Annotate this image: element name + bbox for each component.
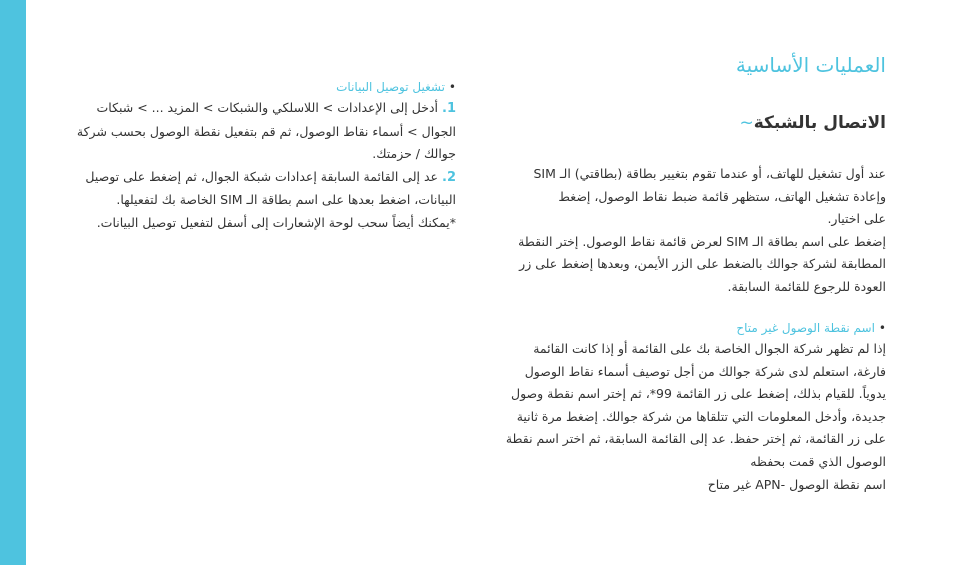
apn-line: على زر القائمة، ثم إختر حفظ. عد إلى القائمة السابقة، ثم اختر اسم نقطة <box>505 431 886 447</box>
step2-text: عد إلى القائمة السابقة إعدادات شبكة الجوال، ثم إضغط على توصيل <box>85 168 438 184</box>
side-accent-bar <box>0 0 26 565</box>
intro-line: العودة للرجوع للقائمة السابقة. <box>727 278 886 294</box>
apn-line: يدوياً. للقيام بذلك، إضغط على زر القائمة 99*، ثم إختر اسم نقطة وصول <box>510 386 886 402</box>
data-connection-section <box>66 77 456 235</box>
intro-paragraph <box>494 163 886 299</box>
apn-line: الوصول الذي قمت بحفظه <box>750 453 886 469</box>
data-heading <box>66 77 456 97</box>
section-title-label: الاتصال بالشبكة <box>753 113 886 133</box>
apn-section <box>494 318 886 496</box>
step1-number: 1. <box>442 101 456 116</box>
section-marker: ~ <box>739 113 754 133</box>
note-line: *يمكنك أيضاً سحب لوحة الإشعارات إلى أسفل لتفعيل توصيل البيانات. <box>96 214 456 230</box>
section-title <box>733 113 886 133</box>
intro-line: عند أول تشغيل للهاتف، أو عندما تقوم بتغيير بطاقة (بطاقتي) الـ SIM <box>533 166 886 181</box>
apn-line: جديدة، وأدخل المعلومات التي تتلقاها من شركة جوالك. إضغط مرة ثانية <box>516 408 886 424</box>
apn-heading <box>494 318 886 338</box>
intro-line: إضغط على اسم بطاقة الـ SIM لعرض قائمة نقاط الوصول. إختر النقطة <box>518 233 886 249</box>
bullet-dot: • <box>448 80 456 94</box>
intro-line: على اختيار. <box>827 211 886 227</box>
data-heading-label: تشغيل توصيل البيانات <box>336 80 445 94</box>
bullet-dot: • <box>878 321 886 335</box>
apn-line: اسم نقطة الوصول -APN غير متاح <box>707 476 886 492</box>
step1-text: أدخل إلى الإعدادات > اللاسلكي والشبكات > المزيد ... > شبكات <box>96 100 438 115</box>
step2-number: 2. <box>442 169 456 185</box>
step1-line: الجوال > أسماء نقاط الوصول، ثم قم بتفعيل نقطة الوصول بحسب شركة <box>76 123 456 139</box>
page-title: العمليات الأساسية <box>735 53 886 77</box>
intro-line: المطابقة لشركة جوالك بالضغط على الزر الأيمن، وبعدها إضغط على زر <box>519 256 886 272</box>
apn-line: فارغة، استعلم لدى شركة جوالك من أجل توصيف أسماء نقاط الوصول <box>524 363 886 379</box>
step1-line: جوالك / حزمتك. <box>372 146 456 162</box>
step2-line <box>66 166 456 190</box>
intro-line: وإعادة تشغيل الهاتف، ستظهر قائمة ضبط نقاط الوصول، إضغط <box>558 188 886 204</box>
apn-line: إذا لم تظهر شركة الجوال الخاصة بك على القائمة أو إذا كانت القائمة <box>533 341 886 356</box>
apn-heading-label: اسم نقطة الوصول غير متاح <box>736 321 875 335</box>
step2-line: البيانات، اضغط بعدها على اسم بطاقة الـ SIM الخاصة بك لتفعيلها. <box>116 192 456 208</box>
step1-line <box>66 97 456 121</box>
